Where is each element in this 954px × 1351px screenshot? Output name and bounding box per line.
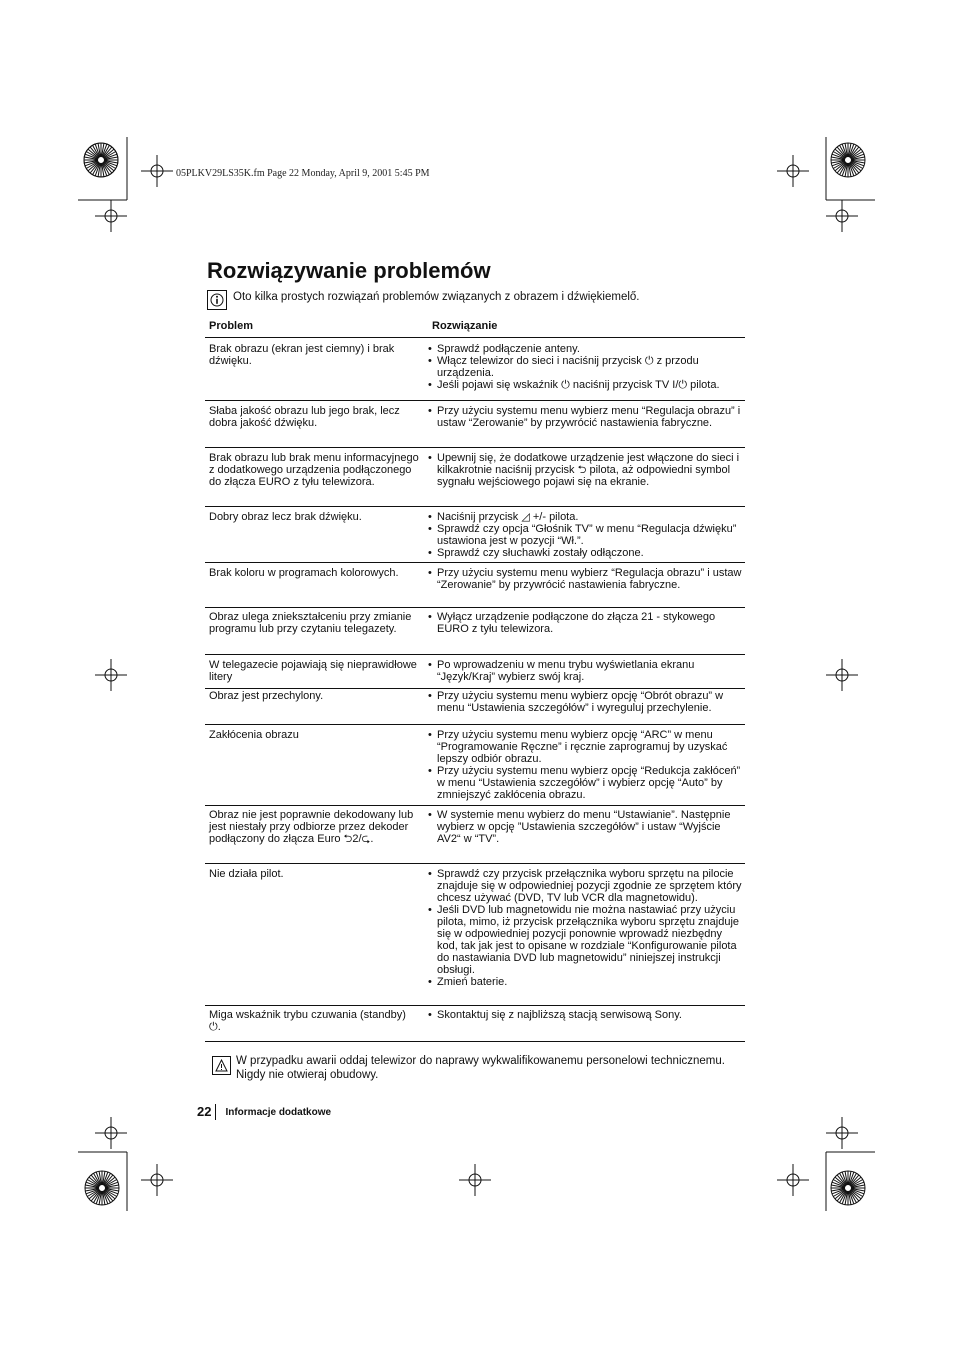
table-row — [205, 400, 745, 447]
solution-item — [428, 343, 745, 355]
solution-item — [428, 765, 745, 801]
solution-text: Przy użyciu systemu menu wybierz menu “Regulacja obrazu” i ustaw “Zerowanie” by przywrócić nastawienia fabryczne. — [437, 405, 741, 429]
solution-text: Sprawdź czy przycisk przełącznika wyboru sprzętu na pilocie znajduje się w odpowiedniej pozycji zgodnie ze sprzętem który chcesz używać (DVD, TV lub VCR dla magnetowidu). — [437, 868, 742, 904]
bullet-icon: • — [428, 868, 432, 880]
bullet-icon: • — [428, 976, 432, 988]
solution-text: Naciśnij przycisk ◿ +/- pilota. — [437, 511, 579, 523]
intro-note — [207, 290, 747, 310]
bullet-icon: • — [428, 343, 432, 355]
table-row — [205, 607, 745, 654]
info-icon — [207, 290, 227, 310]
problem-cell: Obraz jest przechylony. — [205, 688, 424, 724]
problem-cell: Nie działa pilot. — [205, 863, 424, 1005]
solution-item — [428, 904, 745, 976]
table-row — [205, 805, 745, 863]
bullet-icon: • — [428, 511, 432, 523]
table-row — [205, 338, 745, 400]
problem-cell: Brak koloru w programach kolorowych. — [205, 562, 424, 607]
solution-cell — [424, 688, 745, 724]
table-row — [205, 562, 745, 607]
solution-text: W systemie menu wybierz do menu “Ustawianie”. Następnie wybierz w opcję ”Ustawienia szczegółów” i ustaw “Wyjście AV2“ w “TV”. — [437, 809, 731, 845]
solution-item — [428, 729, 745, 765]
solution-item — [428, 690, 745, 714]
solution-item — [428, 611, 745, 635]
solution-cell — [424, 400, 745, 447]
table-row — [205, 863, 745, 1005]
table-row — [205, 654, 745, 688]
solution-text: Sprawdź czy słuchawki zostały odłączone. — [437, 547, 644, 559]
table-body — [205, 338, 745, 1042]
solution-text: Sprawdź czy opcja “Głośnik TV” w menu “Regulacja dźwięku” ustawiona jest w pozycji “Wł.”. — [437, 523, 737, 547]
bullet-icon: • — [428, 1009, 432, 1021]
solution-item — [428, 547, 745, 559]
problem-cell: Brak obrazu lub brak menu informacyjnego z dodatkowego urządzenia podłączonego do złącza EURO z tyłu telewizora. — [205, 447, 424, 506]
solution-text: Przy użyciu systemu menu wybierz opcję “Redukcja zakłóceń” w menu “Ustawienia szczegółów” i wybierz opcję “Auto” by zmniejszyć zakłócenia obrazu. — [437, 765, 741, 801]
solution-item — [428, 567, 745, 591]
header-problem: Problem — [209, 320, 254, 332]
solution-text: Przy użyciu systemu menu wybierz opcję “Obrót obrazu” w menu “Ustawienia szczegółów” i wyreguluj przechylenie. — [437, 690, 724, 714]
header-solution: Rozwiązanie — [432, 320, 498, 332]
warning-note — [212, 1054, 742, 1082]
solution-text: Sprawdź podłączenie anteny. — [437, 343, 580, 355]
problem-cell: Brak obrazu (ekran jest ciemny) i brak dźwięku. — [209, 343, 395, 367]
bullet-icon: • — [428, 547, 432, 559]
bullet-icon: • — [428, 405, 432, 417]
bullet-icon: • — [428, 611, 432, 623]
solution-cell — [424, 338, 745, 400]
solution-item — [428, 523, 745, 547]
problem-cell: Zakłócenia obrazu — [205, 724, 424, 805]
solution-item — [428, 1009, 745, 1021]
intro-text: Oto kilka prostych rozwiązań problemów związanych z obrazem i dźwiękiemelő. — [233, 291, 640, 303]
problem-cell: Dobry obraz lecz brak dźwięku. — [205, 506, 424, 562]
bullet-icon: • — [428, 452, 432, 464]
solution-item — [428, 976, 745, 988]
section-name: Informacje dodatkowe — [225, 1106, 332, 1118]
table-row — [205, 688, 745, 724]
problem-cell: W telegazecie pojawiają się nieprawidłowe litery — [205, 654, 424, 688]
solution-cell — [424, 562, 745, 607]
problem-cell: Słaba jakość obrazu lub jego brak, lecz dobra jakość dźwięku. — [205, 400, 424, 447]
solution-item — [428, 379, 745, 391]
page-title: Rozwiązywanie problemów — [207, 258, 491, 283]
problem-cell: Obraz ulega zniekształceniu przy zmianie programu lub przy czytaniu telegazety. — [205, 607, 424, 654]
bullet-icon: • — [428, 809, 432, 821]
solution-text: Upewnij się, że dodatkowe urządzenie jest włączone do sieci i kilkakrotnie naciśnij przycisk ⮌ pilota, aż odpowiedni symbol sygnału wejściowego pojawi się na ekranie. — [437, 452, 740, 488]
solution-text: Jeśli pojawi się wskaźnik ⏻ naciśnij przycisk TV I/⏻ pilota. — [437, 379, 720, 391]
solution-text: Zmień baterie. — [437, 976, 508, 988]
table-row — [205, 724, 745, 805]
bullet-icon: • — [428, 379, 432, 391]
solution-cell — [424, 607, 745, 654]
bullet-icon: • — [428, 567, 432, 579]
problem-cell: Obraz nie jest poprawnie dekodowany lub jest niestały przy odbiorze przez dekoder podłączony do złącza Euro ⮌2/⮎. — [205, 805, 424, 863]
troubleshooting-table — [205, 318, 745, 1042]
solution-text: Jeśli DVD lub magnetowidu nie można nastawiać przy użyciu pilota, mimo, iż przycisk przełącznika wyboru sprzętu znajduje się w odpowiedniej pozycji ponownie wprowadź niezbędny kod, tak jak jest to opisane w rozdziale “Konfigurowanie pilota do nastawiania DVD lub magnetowidu” niniejszej instrukcji obsługi. — [437, 904, 740, 976]
bullet-icon: • — [428, 659, 432, 671]
warning-icon — [212, 1056, 231, 1075]
table-row — [205, 447, 745, 506]
page-number: 22 — [197, 1104, 216, 1120]
bullet-icon: • — [428, 355, 432, 367]
table-row — [205, 1005, 745, 1041]
solution-text: Wyłącz urządzenie podłączone do złącza 21 - stykowego EURO z tyłu telewizora. — [437, 611, 716, 635]
solution-item — [428, 659, 745, 683]
solution-cell — [424, 724, 745, 805]
table-row — [205, 506, 745, 562]
solution-text: Przy użyciu systemu menu wybierz opcję “ARC” w menu “Programowanie Ręczne” i ręcznie zaprogramuj by uzyskać lepszy odbiór obrazu. — [437, 729, 728, 765]
solution-text: Przy użyciu systemu menu wybierz “Regulacja obrazu” i ustaw “Zerowanie” by przywrócić nastawienia fabryczne. — [437, 567, 742, 591]
bullet-icon: • — [428, 729, 432, 741]
warning-text: W przypadku awarii oddaj telewizor do naprawy wykwalifikowanemu personelowi technicznemu. Nigdy nie otwieraj obudowy. — [236, 1055, 725, 1081]
solution-cell — [424, 654, 745, 688]
problem-cell: Miga wskaźnik trybu czuwania (standby) ⏻. — [205, 1005, 424, 1041]
solution-cell — [424, 447, 745, 506]
bullet-icon: • — [428, 904, 432, 916]
solution-text: Po wprowadzeniu w menu trybu wyświetlania ekranu “Język/Kraj” wybierz swój kraj. — [437, 659, 695, 683]
print-header: 05PLKV29LS35K.fm Page 22 Monday, April 9, 2001 5:45 PM — [176, 168, 430, 179]
solution-item — [428, 809, 745, 845]
solution-text: Włącz telewizor do sieci i naciśnij przycisk ⏻ z przodu urządzenia. — [437, 355, 699, 379]
table-header — [205, 318, 745, 338]
solution-text: Skontaktuj się z najbliższą stacją serwisową Sony. — [437, 1009, 682, 1021]
solution-item — [428, 405, 745, 429]
solution-cell — [424, 805, 745, 863]
bullet-icon: • — [428, 690, 432, 702]
table-bottom-rule — [205, 1041, 745, 1042]
solution-item — [428, 868, 745, 904]
solution-item — [428, 452, 745, 488]
solution-cell — [424, 1005, 745, 1041]
solution-item — [428, 355, 745, 379]
bullet-icon: • — [428, 765, 432, 777]
page-footer — [197, 1104, 331, 1120]
solution-cell — [424, 506, 745, 562]
solution-item — [428, 511, 745, 523]
solution-cell — [424, 863, 745, 1005]
bullet-icon: • — [428, 523, 432, 535]
